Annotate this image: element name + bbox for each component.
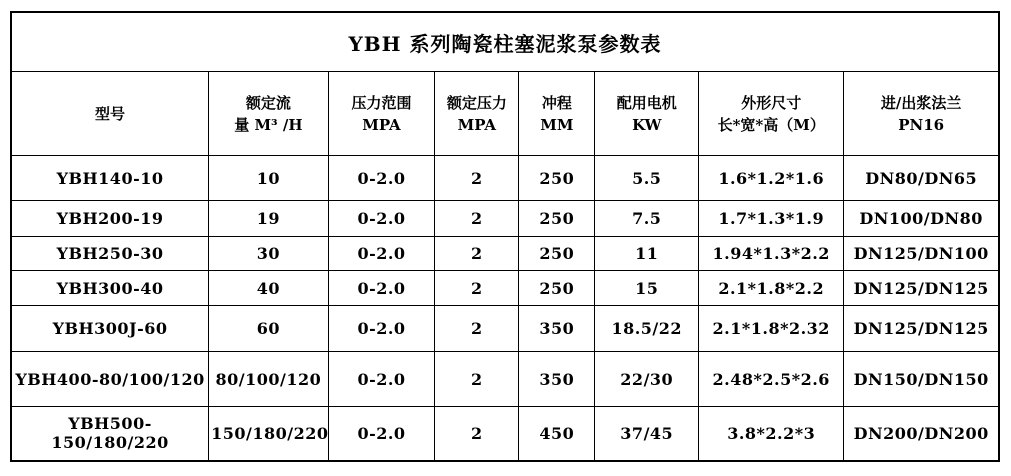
col-header-flange [844,72,999,156]
table-cell: 22/30 [595,352,699,407]
table-cell: 0-2.0 [328,407,435,461]
col-header-motor [595,72,699,156]
table-cell: 0-2.0 [328,237,435,271]
col-header-line2: KW [632,115,662,134]
table-row [11,237,999,271]
table-cell: 150/180/220 [209,407,329,461]
table-cell: DN125/DN100 [844,237,999,271]
table-cell: 250 [519,156,595,201]
table-cell: 0-2.0 [328,352,435,407]
table-cell: YBH300-40 [11,271,209,306]
table-cell: YBH140-10 [11,156,209,201]
table-cell: DN125/DN125 [844,306,999,352]
table-cell: 37/45 [595,407,699,461]
table-cell: 7.5 [595,201,699,237]
table-cell: 0-2.0 [328,156,435,201]
table-cell: 2.48*2.5*2.6 [699,352,844,407]
col-header-line1: 配用电机 [616,93,677,112]
table-cell: 3.8*2.2*3 [699,407,844,461]
table-row [11,201,999,237]
table-cell: 350 [519,352,595,407]
table-cell: 30 [209,237,329,271]
col-header-line1: 压力范围 [351,93,412,112]
table-row [11,156,999,201]
col-header-line1: 型号 [95,104,126,123]
table-cell: 18.5/22 [595,306,699,352]
col-header-line1: 进/出浆法兰 [880,93,962,112]
table-cell: 2.1*1.8*2.32 [699,306,844,352]
col-header-rated-flow [209,72,329,156]
table-cell: 10 [209,156,329,201]
col-header-line2: MM [540,115,574,134]
col-header-stroke [519,72,595,156]
table-row [11,352,999,407]
col-header-line1: 外形尺寸 [741,93,802,112]
col-header-line2: PN16 [898,115,945,134]
table-cell: YBH250-30 [11,237,209,271]
col-header-rated-pressure [435,72,519,156]
table-cell: YBH400-80/100/120 [11,352,209,407]
table-cell: 80/100/120 [209,352,329,407]
table-cell: 350 [519,306,595,352]
table-cell: 15 [595,271,699,306]
col-header-line2: 量 M³ /H [234,115,303,134]
pump-spec-table [10,11,1000,462]
table-cell: 2 [435,237,519,271]
table-title: YBH 系列陶瓷柱塞泥浆泵参数表 [11,12,999,72]
table-cell: 450 [519,407,595,461]
table-cell: DN80/DN65 [844,156,999,201]
table-cell: 2 [435,156,519,201]
col-header-pressure-range [328,72,435,156]
col-header-line2: MPA [457,115,497,134]
col-header-line1: 冲程 [541,93,572,112]
col-header-line2: MPA [362,115,401,134]
table-cell: 2 [435,407,519,461]
table-cell: YBH300J-60 [11,306,209,352]
table-cell: 5.5 [595,156,699,201]
table-cell: 0-2.0 [328,201,435,237]
table-cell: 2 [435,201,519,237]
table-body [11,156,999,461]
table-cell: 250 [519,237,595,271]
col-header-model [11,72,209,156]
col-header-line2: 长*宽*高（M） [717,115,825,134]
table-cell: YBH200-19 [11,201,209,237]
table-cell: 2 [435,306,519,352]
table-cell: 2 [435,271,519,306]
table-row [11,271,999,306]
table-cell: 40 [209,271,329,306]
table-cell: 1.94*1.3*2.2 [699,237,844,271]
table-row [11,306,999,352]
table-cell: DN100/DN80 [844,201,999,237]
table-cell: 2 [435,352,519,407]
header-row [11,72,999,156]
table-cell: 11 [595,237,699,271]
table-row [11,407,999,461]
col-header-dimensions [699,72,844,156]
table-cell: 60 [209,306,329,352]
table-cell: 0-2.0 [328,306,435,352]
table-cell: DN125/DN125 [844,271,999,306]
col-header-line1: 额定流 [245,93,291,112]
table-cell: YBH500-150/180/220 [11,407,209,461]
table-cell: DN200/DN200 [844,407,999,461]
table-cell: DN150/DN150 [844,352,999,407]
table-cell: 19 [209,201,329,237]
table-cell: 0-2.0 [328,271,435,306]
table-cell: 250 [519,271,595,306]
title-row [11,12,999,72]
table-cell: 1.6*1.2*1.6 [699,156,844,201]
table-cell: 250 [519,201,595,237]
table-cell: 2.1*1.8*2.2 [699,271,844,306]
table-cell: 1.7*1.3*1.9 [699,201,844,237]
col-header-line1: 额定压力 [446,93,507,112]
